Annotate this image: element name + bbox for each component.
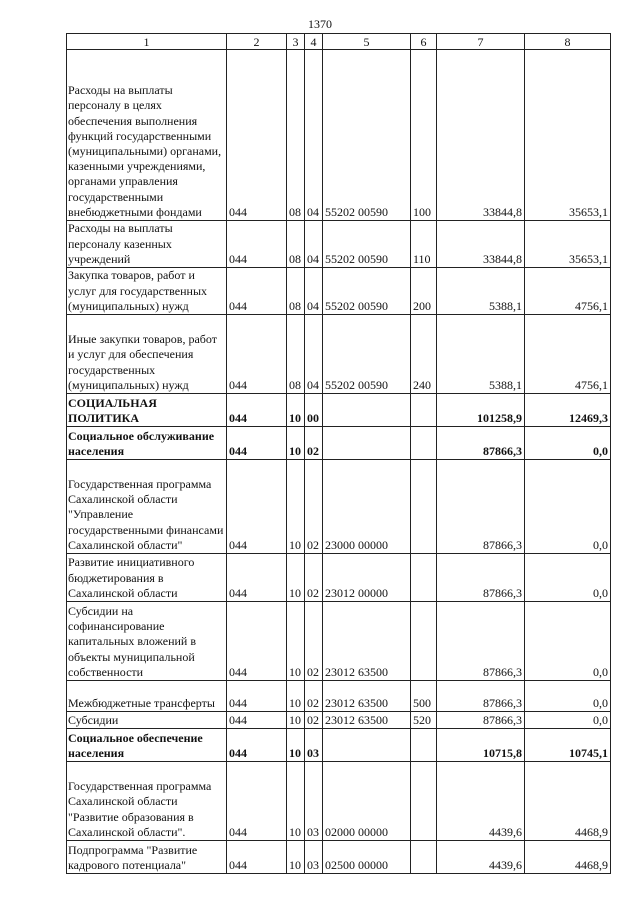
expense-type-code — [411, 460, 437, 554]
item-name: Подпрограмма "Развитие кадрового потенциала" — [67, 841, 227, 874]
target-article-code — [323, 394, 411, 427]
item-name: Государственная программа Сахалинской области "Развитие образования в Сахалинской области". — [67, 762, 227, 841]
target-article-code — [323, 729, 411, 762]
sum-col7: 87866,3 — [437, 681, 525, 712]
sum-col8: 12469,3 — [525, 394, 611, 427]
target-article-code: 23012 63500 — [323, 681, 411, 712]
sum-col7: 4439,6 — [437, 762, 525, 841]
ved-code: 044 — [227, 394, 287, 427]
page-number: 1370 — [308, 17, 332, 31]
subsection-code: 03 — [305, 762, 323, 841]
item-name: Субсидии — [67, 712, 227, 729]
sum-col8: 0,0 — [525, 712, 611, 729]
expense-type-code: 500 — [411, 681, 437, 712]
expense-type-code — [411, 427, 437, 460]
sum-col8: 35653,1 — [525, 221, 611, 268]
header-row — [67, 34, 611, 50]
ved-code: 044 — [227, 460, 287, 554]
ved-code: 044 — [227, 602, 287, 681]
item-name: Расходы на выплаты персоналу в целях обеспечения выполнения функций государственными (муниципальными) органами, казенными учреждениями, органами управления государственными внебюджетными фондами — [67, 50, 227, 221]
item-name: Субсидии на софинансирование капитальных вложений в объекты муниципальной собственности — [67, 602, 227, 681]
target-article-code: 55202 00590 — [323, 50, 411, 221]
sum-col7: 10715,8 — [437, 729, 525, 762]
section-code: 10 — [287, 460, 305, 554]
sum-col8: 0,0 — [525, 554, 611, 602]
table-row — [67, 427, 611, 460]
sum-col7: 87866,3 — [437, 460, 525, 554]
subsection-code: 02 — [305, 681, 323, 712]
ved-code: 044 — [227, 268, 287, 315]
section-code: 10 — [287, 729, 305, 762]
sum-col8: 10745,1 — [525, 729, 611, 762]
target-article-code: 23012 00000 — [323, 554, 411, 602]
sum-col7: 4439,6 — [437, 841, 525, 874]
subsection-code: 02 — [305, 712, 323, 729]
table-row — [67, 268, 611, 315]
section-code: 10 — [287, 427, 305, 460]
ved-code: 044 — [227, 712, 287, 729]
target-article-code: 55202 00590 — [323, 315, 411, 394]
sum-col7: 87866,3 — [437, 554, 525, 602]
item-name: Государственная программа Сахалинской области "Управление государственными финансами Сахалинской области" — [67, 460, 227, 554]
sum-col7: 87866,3 — [437, 712, 525, 729]
header-cell: 7 — [437, 34, 525, 50]
budget-table — [66, 33, 611, 874]
sum-col8: 0,0 — [525, 427, 611, 460]
target-article-code — [323, 427, 411, 460]
item-name: Иные закупки товаров, работ и услуг для обеспечения государственных (муниципальных) нужд — [67, 315, 227, 394]
header-cell: 2 — [227, 34, 287, 50]
subsection-code: 04 — [305, 221, 323, 268]
item-name: СОЦИАЛЬНАЯ ПОЛИТИКА — [67, 394, 227, 427]
sum-col8: 4756,1 — [525, 268, 611, 315]
header-cell: 3 — [287, 34, 305, 50]
header-cell: 8 — [525, 34, 611, 50]
expense-type-code: 520 — [411, 712, 437, 729]
subsection-code: 04 — [305, 315, 323, 394]
target-article-code: 55202 00590 — [323, 268, 411, 315]
table-row — [67, 315, 611, 394]
header-cell: 5 — [323, 34, 411, 50]
ved-code: 044 — [227, 762, 287, 841]
ved-code: 044 — [227, 681, 287, 712]
target-article-code: 23000 00000 — [323, 460, 411, 554]
table-row — [67, 681, 611, 712]
section-code: 08 — [287, 315, 305, 394]
section-code: 10 — [287, 394, 305, 427]
table-row — [67, 50, 611, 221]
table-row — [67, 602, 611, 681]
sum-col7: 87866,3 — [437, 602, 525, 681]
sum-col8: 4756,1 — [525, 315, 611, 394]
table-row — [67, 460, 611, 554]
header-cell: 4 — [305, 34, 323, 50]
sum-col7: 101258,9 — [437, 394, 525, 427]
table-row — [67, 712, 611, 729]
expense-type-code — [411, 554, 437, 602]
table-row — [67, 841, 611, 874]
section-code: 08 — [287, 50, 305, 221]
subsection-code: 02 — [305, 602, 323, 681]
target-article-code: 02000 00000 — [323, 762, 411, 841]
ved-code: 044 — [227, 50, 287, 221]
table-row — [67, 221, 611, 268]
expense-type-code — [411, 394, 437, 427]
item-name: Развитие инициативного бюджетирования в Сахалинской области — [67, 554, 227, 602]
table-row — [67, 729, 611, 762]
subsection-code: 04 — [305, 268, 323, 315]
sum-col8: 4468,9 — [525, 841, 611, 874]
sum-col8: 0,0 — [525, 681, 611, 712]
expense-type-code: 240 — [411, 315, 437, 394]
sum-col8: 0,0 — [525, 602, 611, 681]
section-code: 10 — [287, 602, 305, 681]
expense-type-code — [411, 762, 437, 841]
item-name: Социальное обеспечение населения — [67, 729, 227, 762]
item-name: Социальное обслуживание населения — [67, 427, 227, 460]
target-article-code: 02500 00000 — [323, 841, 411, 874]
sum-col7: 33844,8 — [437, 50, 525, 221]
table-row — [67, 554, 611, 602]
sum-col8: 35653,1 — [525, 50, 611, 221]
subsection-code: 03 — [305, 841, 323, 874]
sum-col7: 33844,8 — [437, 221, 525, 268]
expense-type-code: 110 — [411, 221, 437, 268]
section-code: 08 — [287, 221, 305, 268]
section-code: 10 — [287, 554, 305, 602]
expense-type-code: 200 — [411, 268, 437, 315]
subsection-code: 00 — [305, 394, 323, 427]
sum-col7: 5388,1 — [437, 268, 525, 315]
expense-type-code — [411, 602, 437, 681]
target-article-code: 23012 63500 — [323, 712, 411, 729]
section-code: 10 — [287, 841, 305, 874]
subsection-code: 03 — [305, 729, 323, 762]
ved-code: 044 — [227, 221, 287, 268]
ved-code: 044 — [227, 315, 287, 394]
sum-col7: 87866,3 — [437, 427, 525, 460]
subsection-code: 04 — [305, 50, 323, 221]
subsection-code: 02 — [305, 554, 323, 602]
ved-code: 044 — [227, 729, 287, 762]
sum-col7: 5388,1 — [437, 315, 525, 394]
ved-code: 044 — [227, 554, 287, 602]
section-code: 10 — [287, 762, 305, 841]
header-cell: 6 — [411, 34, 437, 50]
section-code: 10 — [287, 681, 305, 712]
subsection-code: 02 — [305, 427, 323, 460]
target-article-code: 55202 00590 — [323, 221, 411, 268]
expense-type-code: 100 — [411, 50, 437, 221]
item-name: Закупка товаров, работ и услуг для государственных (муниципальных) нужд — [67, 268, 227, 315]
sum-col8: 0,0 — [525, 460, 611, 554]
section-code: 10 — [287, 712, 305, 729]
expense-type-code — [411, 729, 437, 762]
section-code: 08 — [287, 268, 305, 315]
target-article-code: 23012 63500 — [323, 602, 411, 681]
item-name: Межбюджетные трансферты — [67, 681, 227, 712]
sum-col8: 4468,9 — [525, 762, 611, 841]
table-row — [67, 762, 611, 841]
ved-code: 044 — [227, 427, 287, 460]
item-name: Расходы на выплаты персоналу казенных учреждений — [67, 221, 227, 268]
table-row — [67, 394, 611, 427]
ved-code: 044 — [227, 841, 287, 874]
header-cell: 1 — [67, 34, 227, 50]
subsection-code: 02 — [305, 460, 323, 554]
expense-type-code — [411, 841, 437, 874]
